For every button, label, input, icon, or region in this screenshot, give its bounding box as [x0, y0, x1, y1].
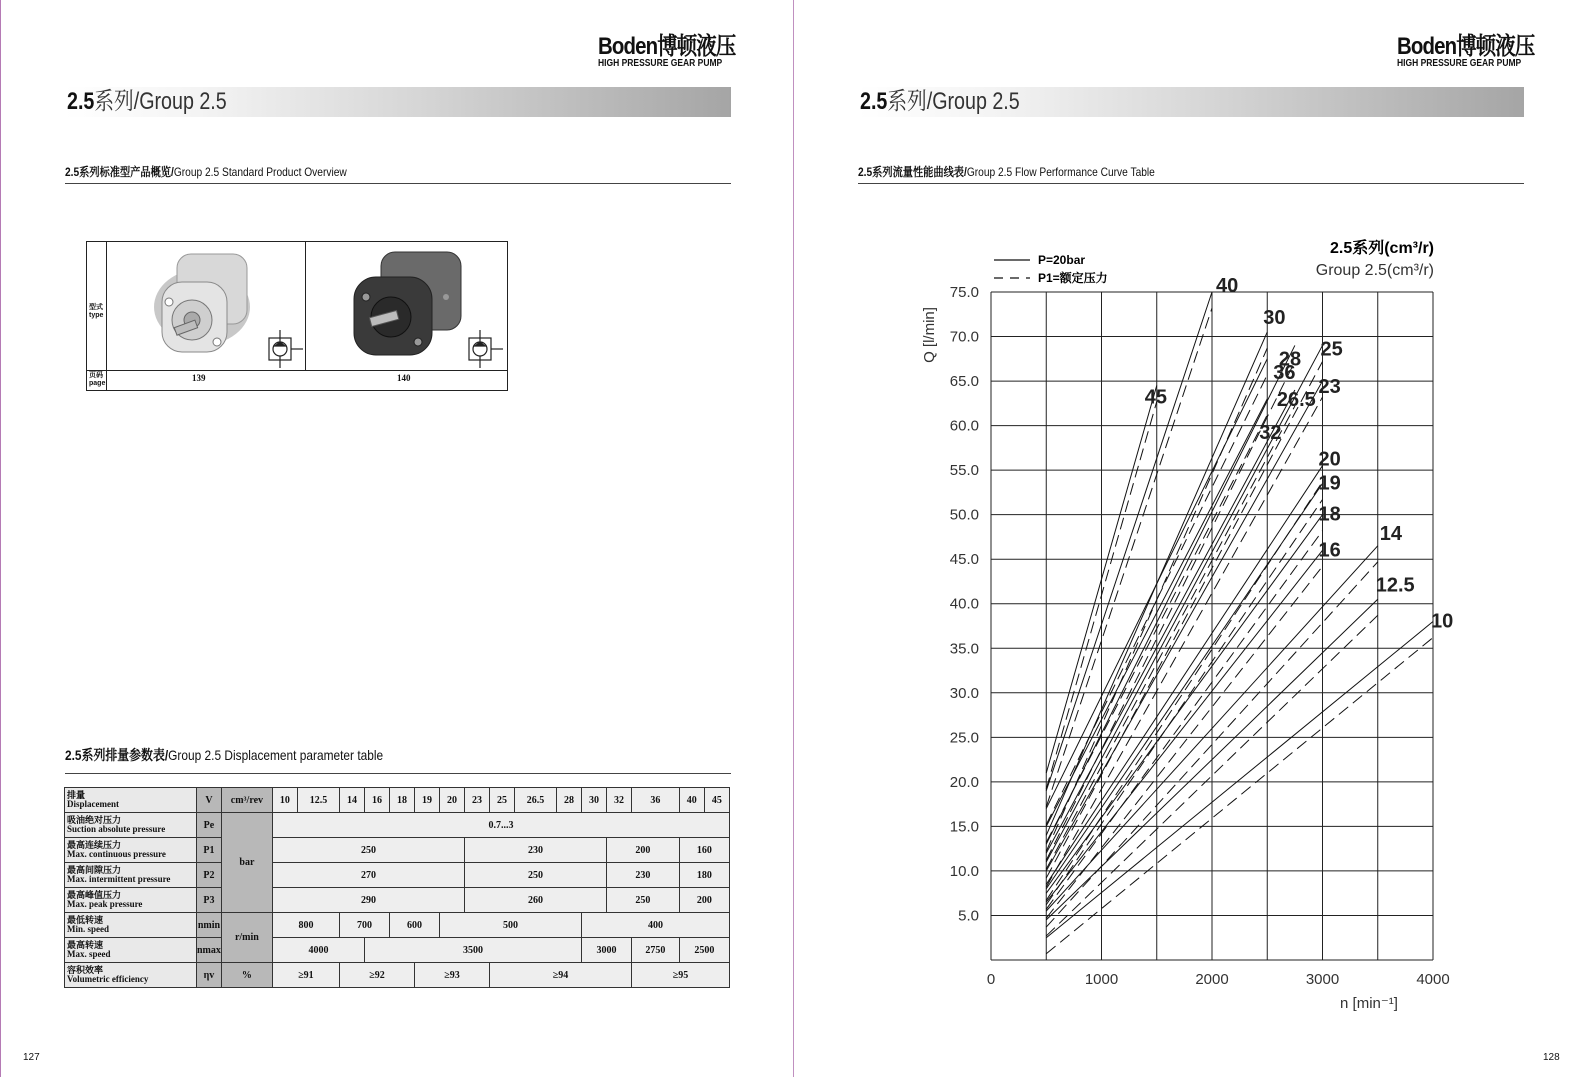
- series-line-28-dashed: [1046, 361, 1295, 860]
- chart-tick-labels: [950, 284, 1450, 988]
- param-nmax: 最高转速 Max. speed: [65, 938, 197, 963]
- series-label-28: 28: [1278, 348, 1302, 371]
- table-cell: ≥94: [489, 963, 631, 988]
- table-row: [65, 963, 730, 988]
- series-line-40-dashed: [1046, 308, 1212, 807]
- table-cell: ≥92: [339, 963, 414, 988]
- overview-label-column: [87, 242, 107, 390]
- param-displacement: 排量 Displacement: [65, 788, 197, 813]
- y-tick-label: 25.0: [949, 729, 979, 747]
- page-label: 页码 page: [89, 372, 106, 387]
- legend-dashed-label: P1=额定压力: [1038, 271, 1108, 285]
- table-cell: 270: [272, 863, 464, 888]
- y-tick-label: 10.0: [949, 862, 979, 880]
- table-cell: 2500: [679, 938, 729, 963]
- unit-cm3: cm³/rev: [221, 788, 272, 813]
- chart-subtitle: Group 2.5(cm³/r): [1315, 262, 1434, 279]
- table-cell: 200: [679, 888, 729, 913]
- series-label-25: 25: [1320, 338, 1343, 361]
- sym-p2: P2: [197, 863, 222, 888]
- x-tick-label: 1000: [1084, 971, 1119, 988]
- table-cell: 250: [607, 888, 680, 913]
- y-tick-label: 55.0: [949, 462, 979, 480]
- table-row: [65, 888, 730, 913]
- chart-grid: [991, 292, 1433, 960]
- table-cell: 250: [272, 838, 464, 863]
- page-ref-1: 139: [192, 373, 206, 383]
- sym-eta: ηv: [197, 963, 222, 988]
- series-line-18-solid: [1046, 515, 1322, 894]
- series-label-32: 32: [1259, 421, 1282, 444]
- table-cell: 200: [607, 838, 680, 863]
- page-ref-2: 140: [397, 373, 411, 383]
- table-cell: 4000: [272, 938, 364, 963]
- table-cell: 180: [679, 863, 729, 888]
- y-tick-label: 15.0: [949, 818, 979, 836]
- table-cell: 36: [632, 788, 680, 813]
- displacement-parameter-table: [64, 787, 730, 988]
- unit-percent: %: [221, 963, 272, 988]
- table-cell: 230: [464, 838, 606, 863]
- x-tick-label: 0: [986, 971, 996, 988]
- series-label-36: 36: [1273, 361, 1296, 384]
- series-label-26.5: 26.5: [1276, 388, 1316, 411]
- left-page: [0, 0, 793, 1077]
- flow-performance-chart: [794, 0, 1587, 1077]
- param-p3: 最高峰值压力 Max. peak pressure: [65, 888, 197, 913]
- table-cell: 260: [464, 888, 606, 913]
- table-cell: 800: [272, 913, 339, 938]
- table-cell: 290: [272, 888, 464, 913]
- table-cell: 600: [389, 913, 439, 938]
- sym-v: V: [197, 788, 222, 813]
- y-tick-label: 75.0: [949, 284, 979, 301]
- chart-title: 2.5系列(cm³/r): [1329, 240, 1434, 257]
- table-cell: 32: [607, 788, 632, 813]
- gear-pump-image-2: [306, 242, 506, 370]
- y-tick-label: 70.0: [949, 328, 979, 346]
- table-cell: 160: [679, 838, 729, 863]
- series-title: 2.5系列/Group 2.5: [67, 88, 227, 115]
- series-label-12.5: 12.5: [1375, 574, 1415, 597]
- product-cell-1: [107, 242, 306, 370]
- table-row: [65, 838, 730, 863]
- table-cell: 28: [557, 788, 582, 813]
- series-label-18: 18: [1318, 503, 1341, 526]
- param-efficiency: 容积效率 Volumetric efficiency: [65, 963, 197, 988]
- y-tick-label: 40.0: [949, 595, 979, 613]
- table-cell: 500: [439, 913, 581, 938]
- sym-nmin: nmin: [197, 913, 222, 938]
- y-tick-label: 20.0: [949, 773, 979, 791]
- boden-logo: [598, 35, 760, 69]
- chart-y-axis-label: Q [l/min]: [921, 307, 938, 363]
- table-cell: 40: [679, 788, 704, 813]
- param-suction: 吸油绝对压力 Suction absolute pressure: [65, 813, 197, 838]
- chart-series-labels: [1145, 275, 1454, 633]
- y-tick-label: 50.0: [949, 506, 979, 524]
- series-label-10: 10: [1431, 610, 1454, 633]
- table-cell: 30: [582, 788, 607, 813]
- table-cell: 0.7...3: [272, 813, 729, 838]
- y-tick-label: 45.0: [949, 551, 979, 569]
- table-cell: 25: [489, 788, 514, 813]
- x-tick-label: 4000: [1416, 971, 1450, 988]
- product-overview-table: [86, 241, 508, 391]
- overview-row-divider: [87, 370, 507, 371]
- series-label-45: 45: [1144, 386, 1167, 409]
- table-cell: 3500: [364, 938, 581, 963]
- table-row: [65, 913, 730, 938]
- series-line-26.5-solid: [1046, 390, 1295, 853]
- series-label-16: 16: [1318, 539, 1341, 562]
- chart-x-axis-label: n [min⁻¹]: [1340, 995, 1398, 1012]
- x-tick-label: 2000: [1195, 971, 1229, 988]
- table-cell: ≥93: [414, 963, 489, 988]
- table-cell: 20: [439, 788, 464, 813]
- table-cell: 26.5: [514, 788, 556, 813]
- sym-nmax: nmax: [197, 938, 222, 963]
- table-cell: 10: [272, 788, 297, 813]
- chart-series-lines: [1046, 292, 1433, 954]
- table-cell: 14: [339, 788, 364, 813]
- type-label: 型式 type: [89, 304, 104, 319]
- y-tick-label: 60.0: [949, 417, 979, 435]
- table-cell: 18: [389, 788, 414, 813]
- param-p2: 最高间隙压力 Max. intermittent pressure: [65, 863, 197, 888]
- table-cell: ≥95: [632, 963, 730, 988]
- logo-tagline: HIGH PRESSURE GEAR PUMP: [598, 58, 723, 69]
- series-line-18-dashed: [1046, 531, 1322, 910]
- series-title: 2.5系列/Group 2.5: [860, 88, 1020, 115]
- table-cell: 23: [464, 788, 489, 813]
- table-cell: 19: [414, 788, 439, 813]
- heading-rule: [65, 183, 731, 184]
- table-cell: 45: [704, 788, 729, 813]
- table-cell: ≥91: [272, 963, 339, 988]
- gear-pump-image-1: [107, 242, 305, 370]
- table-cell: 12.5: [297, 788, 339, 813]
- table-cell: 16: [364, 788, 389, 813]
- right-page: [794, 0, 1587, 1077]
- unit-bar: bar: [221, 813, 272, 913]
- series-label-40: 40: [1216, 275, 1239, 297]
- table-cell: 400: [582, 913, 730, 938]
- table-row: [65, 813, 730, 838]
- series-label-14: 14: [1379, 522, 1402, 545]
- sym-p3: P3: [197, 888, 222, 913]
- displacement-heading: 2.5系列排量参数表/Group 2.5 Displacement parameter table: [65, 747, 384, 763]
- product-cell-2: [306, 242, 506, 370]
- x-tick-label: 3000: [1305, 971, 1340, 988]
- table-cell: 2750: [632, 938, 680, 963]
- displacement-rule: [65, 773, 731, 774]
- sym-p1: P1: [197, 838, 222, 863]
- sym-pe: Pe: [197, 813, 222, 838]
- logo-brand: Boden博顿液压: [1397, 33, 1535, 60]
- series-label-30: 30: [1263, 307, 1286, 330]
- table-row: [65, 863, 730, 888]
- logo-tagline: HIGH PRESSURE GEAR PUMP: [1397, 58, 1522, 69]
- y-tick-label: 65.0: [949, 373, 979, 391]
- series-line-10-solid: [1046, 622, 1433, 938]
- table-row: [65, 788, 730, 813]
- table-row: [65, 938, 730, 963]
- param-nmin: 最低转速 Min. speed: [65, 913, 197, 938]
- unit-rmin: r/min: [221, 913, 272, 963]
- table-cell: 700: [339, 913, 389, 938]
- chart-legend: [994, 253, 1108, 285]
- param-p1: 最高连续压力 Max. continuous pressure: [65, 838, 197, 863]
- series-title-band: [65, 87, 731, 117]
- series-line-19-dashed: [1046, 500, 1322, 905]
- y-tick-label: 30.0: [949, 684, 979, 702]
- logo-brand: Boden博顿液压: [598, 33, 736, 60]
- flow-curve-heading: 2.5系列流量性能曲线表/Group 2.5 Flow Performance Curve Table: [858, 165, 1155, 179]
- table-cell: 230: [607, 863, 680, 888]
- series-label-20: 20: [1318, 448, 1341, 471]
- y-tick-label: 5.0: [958, 907, 979, 925]
- overview-heading: 2.5系列标准型产品概览/Group 2.5 Standard Product Overview: [65, 165, 347, 179]
- table-cell: 3000: [582, 938, 632, 963]
- page-number-right: 128: [1543, 1052, 1560, 1063]
- series-label-19: 19: [1318, 472, 1341, 495]
- table-cell: 250: [464, 863, 606, 888]
- page-number-left: 127: [23, 1052, 40, 1063]
- legend-solid-label: P=20bar: [1038, 253, 1086, 267]
- y-tick-label: 35.0: [949, 640, 979, 658]
- series-label-23: 23: [1318, 376, 1341, 399]
